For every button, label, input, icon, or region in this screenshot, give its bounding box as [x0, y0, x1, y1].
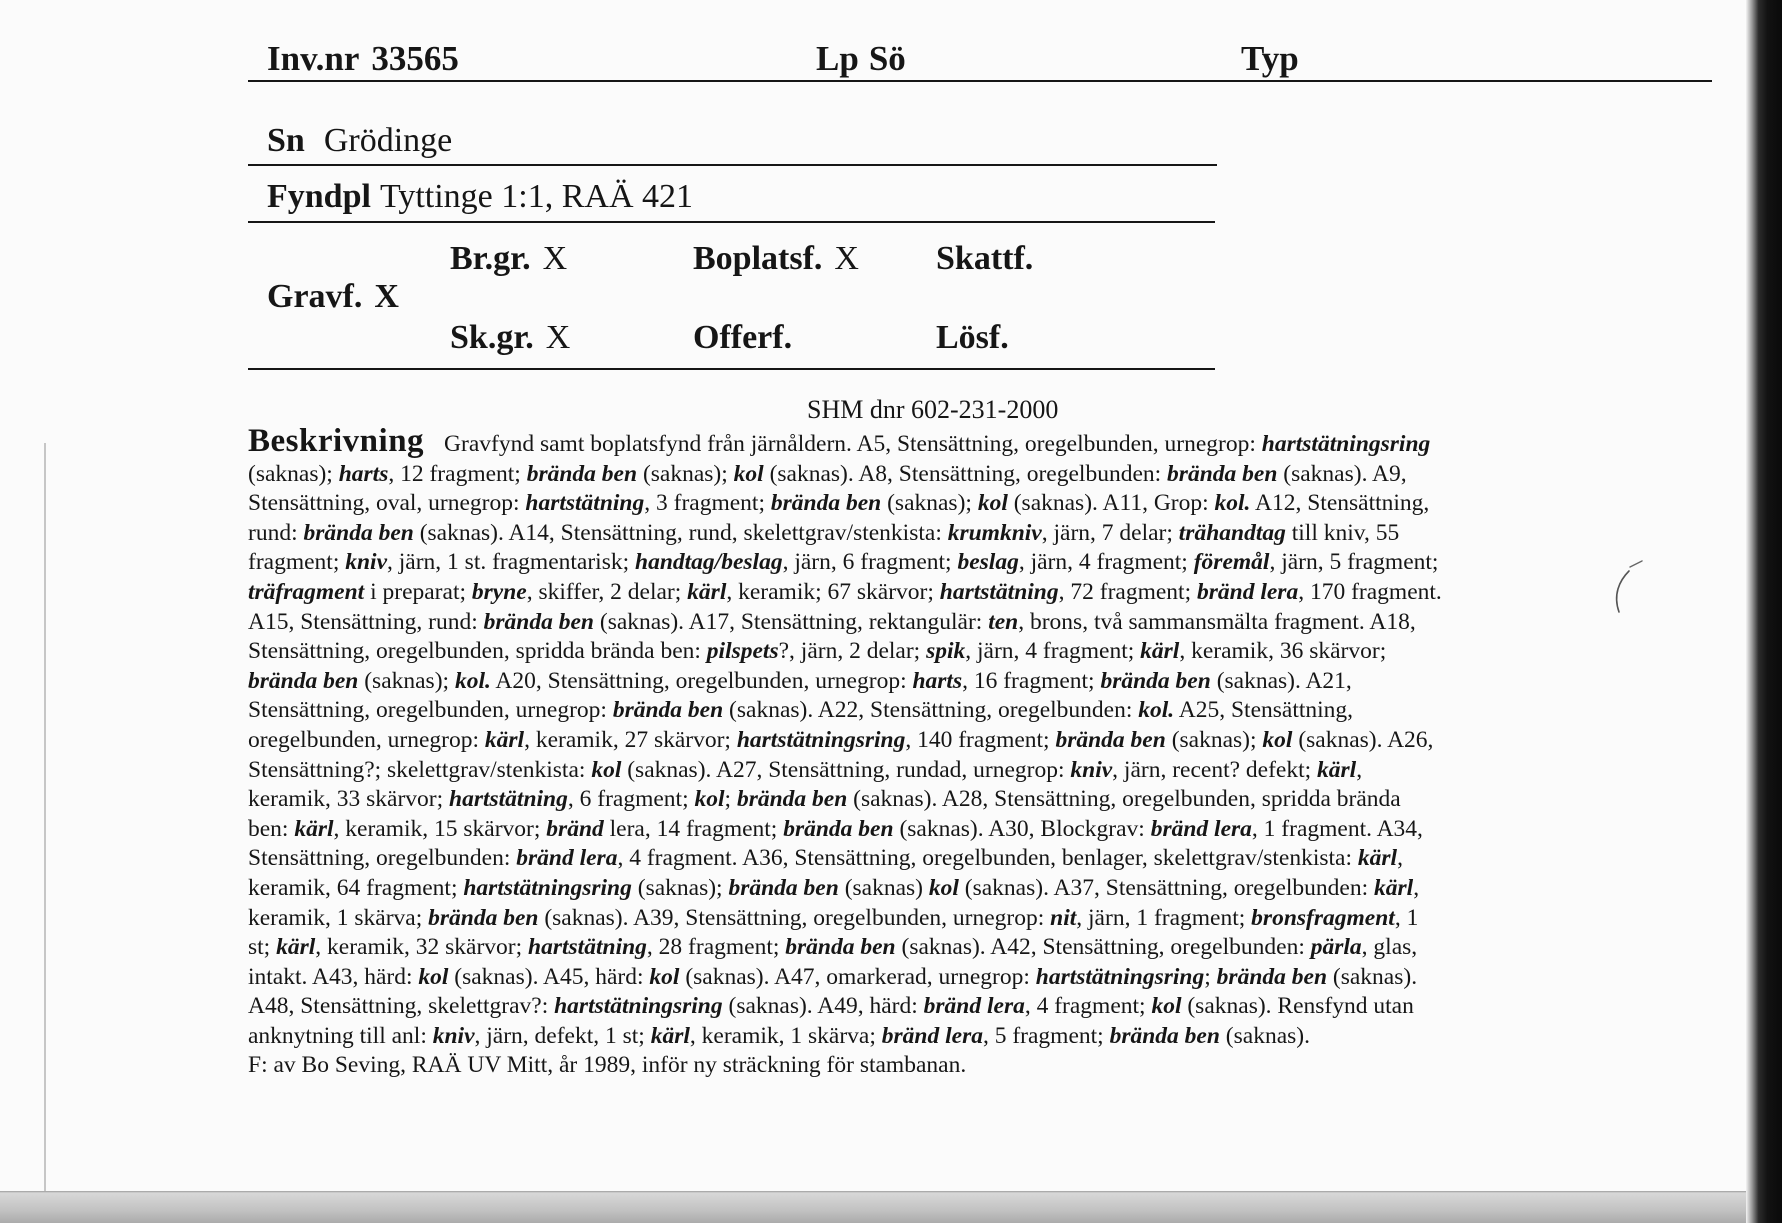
description-line: [248, 696, 1353, 726]
find-place-field: [267, 180, 693, 214]
description-text: Stensättning, oregelbunden, spridda brända ben:: [248, 638, 707, 665]
description-find-term: kniv: [345, 549, 388, 576]
description-text: intakt. A43, härd:: [248, 963, 419, 990]
description-line: [248, 844, 1403, 874]
description-text: A25, Stensättning,: [1174, 697, 1354, 724]
description-text: , 170 fragment.: [1298, 578, 1442, 605]
description-find-term: pilspets: [706, 638, 779, 665]
description-find-term: kol: [649, 963, 680, 990]
description-find-term: hartstätning: [939, 578, 1059, 605]
description-find-term: kniv: [432, 1022, 475, 1049]
description-find-term: brända ben: [248, 667, 359, 694]
description-text: , keramik, 1 skärva;: [689, 1022, 882, 1049]
description-line: [248, 874, 1419, 904]
description-text: , keramik, 27 skärvor;: [524, 726, 737, 753]
description-line: [248, 756, 1362, 786]
scan-right-edge: [1746, 0, 1782, 1223]
parish-field: [267, 124, 452, 158]
description-find-term: bränd lera: [881, 1022, 983, 1049]
description-text: ,: [1397, 845, 1403, 872]
category-label: Boplatsf.: [693, 240, 823, 277]
description-find-term: brända ben: [526, 460, 638, 487]
description-text: , keramik; 67 skärvor;: [726, 578, 940, 605]
description-text: (saknas);: [637, 460, 734, 487]
description-text: Stensättning, oregelbunden:: [248, 845, 517, 872]
description-find-term: hartstätningsring: [463, 874, 632, 901]
category-skattf: [936, 242, 1033, 276]
description-find-term: bränd lera: [1197, 578, 1299, 605]
pencil-mark: [1605, 555, 1650, 625]
description-text: Stensättning, oregelbunden, urnegrop:: [248, 697, 613, 724]
description-text: keramik, 33 skärvor;: [248, 786, 450, 813]
description-find-term: bronsfragment: [1251, 904, 1395, 931]
description-text: , keramik, 15 skärvor;: [333, 815, 547, 842]
description-line: [248, 667, 1352, 697]
description-find-term: harts: [912, 667, 963, 694]
description-text: rund:: [248, 519, 304, 546]
category-label: Skattf.: [936, 240, 1034, 277]
description-text: anknytning till anl:: [248, 1022, 433, 1049]
description-line: [248, 815, 1423, 845]
description-text: Gravfynd samt boplatsfynd från järnåldern. A5, Stensättning, oregelbunden, urnegrop:: [444, 431, 1262, 457]
description-find-term: kärl: [650, 1022, 690, 1049]
description-text: (saknas). A21,: [1210, 667, 1352, 694]
description-find-term: kol: [733, 460, 764, 487]
description-find-term: brända ben: [1216, 963, 1328, 990]
description-line: [248, 548, 1438, 578]
header-rule: [248, 80, 1712, 82]
description-text: (saknas). A14, Stensättning, rund, skelettgrav/stenkista:: [413, 519, 948, 546]
description-find-term: kärl: [1317, 756, 1357, 783]
description-label: Beskrivning: [248, 423, 425, 459]
description-text: , 12 fragment;: [388, 460, 527, 487]
description-text: (saknas). A26,: [1292, 726, 1434, 753]
description-find-term: kol.: [1138, 697, 1175, 724]
description-find-term: kärl: [1374, 874, 1414, 901]
find-place-rule: [248, 221, 1215, 223]
description-text: , skiffer, 2 delar;: [526, 578, 688, 605]
parish-rule: [248, 164, 1217, 166]
type-field: [1241, 41, 1299, 76]
description-text: A12, Stensättning,: [1250, 490, 1430, 517]
description-text: , 4 fragment;: [1024, 993, 1152, 1020]
category-label: Sk.gr.: [450, 319, 534, 356]
description-line: [248, 1022, 1310, 1052]
description-find-term: nit: [1050, 904, 1077, 931]
description-find-term: bränd lera: [516, 845, 618, 872]
description-text: oregelbunden, urnegrop:: [248, 726, 485, 753]
description-find-term: brända ben: [728, 874, 839, 901]
description-find-term: kol: [591, 756, 622, 783]
description-find-term: brända ben: [483, 608, 594, 635]
description-text: (saknas). A30, Blockgrav:: [893, 815, 1151, 842]
description-text: , 16 fragment;: [962, 667, 1101, 694]
parish-label: Sn: [267, 122, 305, 159]
category-boplatsf: [693, 242, 859, 276]
category-check-mark: X: [545, 319, 571, 356]
description-text: ?, järn, 2 delar;: [778, 638, 927, 665]
inventory-number-label: Inv.nr: [267, 39, 360, 78]
description-find-term: brända ben: [783, 815, 894, 842]
description-text: , järn, 1 fragment;: [1076, 904, 1252, 931]
description-find-term: brända ben: [1100, 667, 1211, 694]
description-text: keramik, 1 skärva;: [248, 904, 429, 931]
description-text: , järn, 4 fragment;: [1018, 549, 1194, 576]
category-label: Gravf.: [267, 278, 363, 315]
description-find-term: kärl: [1357, 845, 1398, 872]
description-text: , keramik, 36 skärvor;: [1179, 638, 1387, 665]
description-find-term: kärl: [484, 726, 525, 753]
description-line: [248, 423, 1431, 460]
description-text: , 28 fragment;: [646, 934, 786, 961]
description-line: [248, 992, 1414, 1022]
description-find-term: kärl: [687, 578, 727, 605]
description-text: , 3 fragment;: [644, 490, 771, 517]
category-label: Offerf.: [693, 319, 793, 356]
description-find-term: kärl: [276, 934, 316, 961]
description-find-term: hartstätning: [449, 786, 568, 813]
description-text: , 6 fragment;: [567, 786, 695, 813]
description-text: fragment;: [248, 549, 346, 576]
category-gravf: [267, 280, 399, 314]
description-find-term: hartstätningsring: [554, 993, 723, 1020]
description-line: [248, 608, 1416, 638]
description-find-term: kol: [1262, 726, 1293, 753]
description-text: , järn, 4 fragment;: [965, 638, 1141, 665]
description-text: (saknas). A8, Stensättning, oregelbunden:: [763, 460, 1168, 487]
category-check-mark: X: [834, 240, 859, 277]
description-text: lera, 14 fragment;: [603, 815, 784, 842]
category-losf: [936, 321, 1009, 355]
description-find-term: krumkniv: [947, 519, 1042, 546]
category-check-mark: X: [542, 240, 568, 277]
description-find-term: handtag/beslag: [635, 549, 783, 576]
description-text: , järn, 5 fragment;: [1269, 549, 1439, 576]
category-offerf: [693, 321, 792, 355]
description-text: A20, Stensättning, oregelbunden, urnegrop:: [490, 667, 913, 694]
description-text: , glas,: [1361, 934, 1418, 961]
description-find-term: kol: [418, 963, 449, 990]
description-find-term: kol: [928, 874, 959, 901]
description-text: (saknas). A49, härd:: [722, 993, 924, 1020]
description-find-term: träfragment: [248, 578, 365, 605]
description-text: (saknas);: [248, 460, 339, 487]
category-rule: [248, 368, 1215, 370]
description-text: , 140 fragment;: [905, 726, 1056, 753]
description-text: , järn, 6 fragment;: [782, 549, 958, 576]
description-text: till kniv, 55: [1285, 519, 1400, 546]
description-find-term: bryne: [471, 578, 527, 605]
description-text: (saknas). A45, härd:: [448, 963, 650, 990]
description-text: , brons, två sammansmälta fragment. A18,: [1018, 608, 1416, 635]
description-text: ben:: [248, 815, 295, 842]
description-find-term: brända ben: [1055, 726, 1166, 753]
category-sk-gr: [450, 321, 570, 355]
description-text: (saknas). Rensfynd utan: [1181, 993, 1414, 1020]
description-find-term: brända ben: [736, 786, 848, 813]
description-text: , 72 fragment;: [1058, 578, 1197, 605]
description-find-term: bränd lera: [1150, 815, 1252, 842]
description-body: [248, 423, 1442, 1081]
inventory-number-value: 33565: [371, 39, 459, 78]
description-text: ,: [1413, 874, 1420, 901]
description-find-term: spik: [926, 638, 966, 665]
description-text: (saknas). A11, Grop:: [1007, 490, 1215, 517]
description-text: F: av Bo Seving, RAÄ UV Mitt, år 1989, inför ny sträckning för stambanan.: [248, 1052, 967, 1079]
description-text: , 5 fragment;: [982, 1022, 1110, 1049]
description-text: (saknas). A28, Stensättning, oregelbunden, spridda brända: [847, 786, 1401, 813]
description-line: [248, 460, 1407, 490]
description-find-term: hartstätning: [525, 490, 645, 517]
description-find-term: ten: [988, 608, 1019, 635]
description-text: Stensättning, oval, urnegrop:: [248, 490, 526, 517]
find-place-label: Fyndpl: [267, 178, 371, 215]
description-find-term: hartstätning: [528, 934, 647, 961]
description-text: , järn, 7 delar;: [1041, 519, 1179, 546]
description-text: Stensättning?; skelettgrav/stenkista:: [248, 756, 592, 783]
description-find-term: brända ben: [1167, 460, 1278, 487]
description-find-term: brända ben: [428, 904, 539, 931]
description-text: (saknas).: [1327, 963, 1418, 990]
description-text: (saknas). A42, Stensättning, oregelbunden:: [895, 934, 1311, 961]
description-text: (saknas). A37, Stensättning, oregelbunden:: [958, 874, 1375, 901]
description-text: (saknas).: [1219, 1022, 1310, 1049]
description-text: ,: [1356, 756, 1363, 783]
description-text: (saknas);: [1165, 726, 1263, 753]
category-br-gr: [450, 242, 567, 276]
description-line: [248, 963, 1417, 993]
description-text: i preparat;: [364, 578, 472, 605]
description-text: (saknas);: [881, 490, 978, 517]
description-find-term: kol.: [454, 667, 491, 694]
description-find-term: trähandtag: [1178, 519, 1286, 546]
description-text: , järn, recent? defekt;: [1112, 756, 1318, 783]
description-text: (saknas). A17, Stensättning, rektangulär:: [594, 608, 989, 635]
description-line: [248, 785, 1401, 815]
description-text: (saknas). A27, Stensättning, rundad, urnegrop:: [621, 756, 1071, 783]
landskap-field: [816, 41, 906, 76]
description-find-term: brända ben: [785, 934, 896, 961]
description-text: ;: [724, 786, 737, 813]
find-place-value: Tyttinge 1:1, RAÄ 421: [379, 178, 694, 215]
description-find-term: brända ben: [303, 519, 414, 546]
landskap-label: Lp: [816, 39, 859, 78]
card-left-edge: [44, 443, 46, 1191]
description-find-term: brända ben: [612, 697, 724, 724]
description-text: (saknas). A47, omarkerad, urnegrop:: [679, 963, 1036, 990]
inventory-number: [267, 41, 459, 76]
description-find-term: bränd: [546, 815, 604, 842]
description-text: ;: [1204, 963, 1217, 990]
description-text: (saknas). A22, Stensättning, oregelbunden:: [723, 697, 1139, 724]
description-find-term: hartstätningsring: [736, 726, 906, 753]
description-find-term: hartstätningsring: [1035, 963, 1205, 990]
description-text: , järn, defekt, 1 st;: [474, 1022, 651, 1049]
description-find-term: kärl: [1140, 638, 1180, 665]
description-text: (saknas);: [631, 874, 729, 901]
description-find-term: brända ben: [770, 490, 882, 517]
description-text: , keramik, 32 skärvor;: [315, 934, 529, 961]
description-text: (saknas). A9,: [1277, 460, 1407, 487]
description-find-term: beslag: [957, 549, 1019, 576]
description-text: keramik, 64 fragment;: [248, 874, 464, 901]
landskap-value: Sö: [868, 39, 906, 78]
description-find-term: bränd lera: [923, 993, 1025, 1020]
description-line: [248, 726, 1433, 756]
description-find-term: kol.: [1214, 490, 1251, 517]
description-find-term: hartstätningsring: [1261, 431, 1431, 457]
description-text: , 1: [1394, 904, 1419, 931]
description-line: [248, 904, 1418, 934]
description-find-term: kniv: [1070, 756, 1113, 783]
description-text: (saknas). A39, Stensättning, oregelbunden, urnegrop:: [538, 904, 1051, 931]
description-text: A48, Stensättning, skelettgrav?:: [248, 993, 555, 1020]
description-line: [248, 933, 1417, 963]
description-line: [248, 489, 1429, 519]
description-text: , 4 fragment. A36, Stensättning, oregelbunden, benlager, skelettgrav/stenkista:: [617, 845, 1358, 872]
diary-number: SHM dnr 602-231-2000: [807, 395, 1059, 424]
category-label: Br.gr.: [450, 240, 531, 277]
description-line: [248, 1051, 966, 1081]
description-text: A15, Stensättning, rund:: [248, 608, 484, 635]
description-text: , järn, 1 st. fragmentarisk;: [387, 549, 636, 576]
description-find-term: kol: [694, 786, 725, 813]
description-find-term: harts: [338, 460, 389, 487]
description-line: [248, 637, 1386, 667]
description-text: , 1 fragment. A34,: [1251, 815, 1423, 842]
type-label: Typ: [1241, 39, 1299, 78]
description-line: [248, 519, 1399, 549]
scan-bottom-edge: [0, 1191, 1782, 1223]
category-label: Lösf.: [936, 319, 1009, 356]
description-text: st;: [248, 934, 277, 961]
description-text: (saknas);: [358, 667, 455, 694]
description-find-term: kol: [977, 490, 1008, 517]
category-check-mark: X: [374, 278, 399, 315]
description-line: [248, 578, 1442, 608]
description-find-term: kol: [1151, 993, 1182, 1020]
description-find-term: föremål: [1193, 549, 1270, 576]
description-find-term: kärl: [294, 815, 334, 842]
parish-value: Grödinge: [323, 122, 453, 159]
description-find-term: brända ben: [1109, 1022, 1220, 1049]
description-find-term: pärla: [1310, 934, 1362, 961]
description-text: (saknas): [838, 874, 929, 901]
